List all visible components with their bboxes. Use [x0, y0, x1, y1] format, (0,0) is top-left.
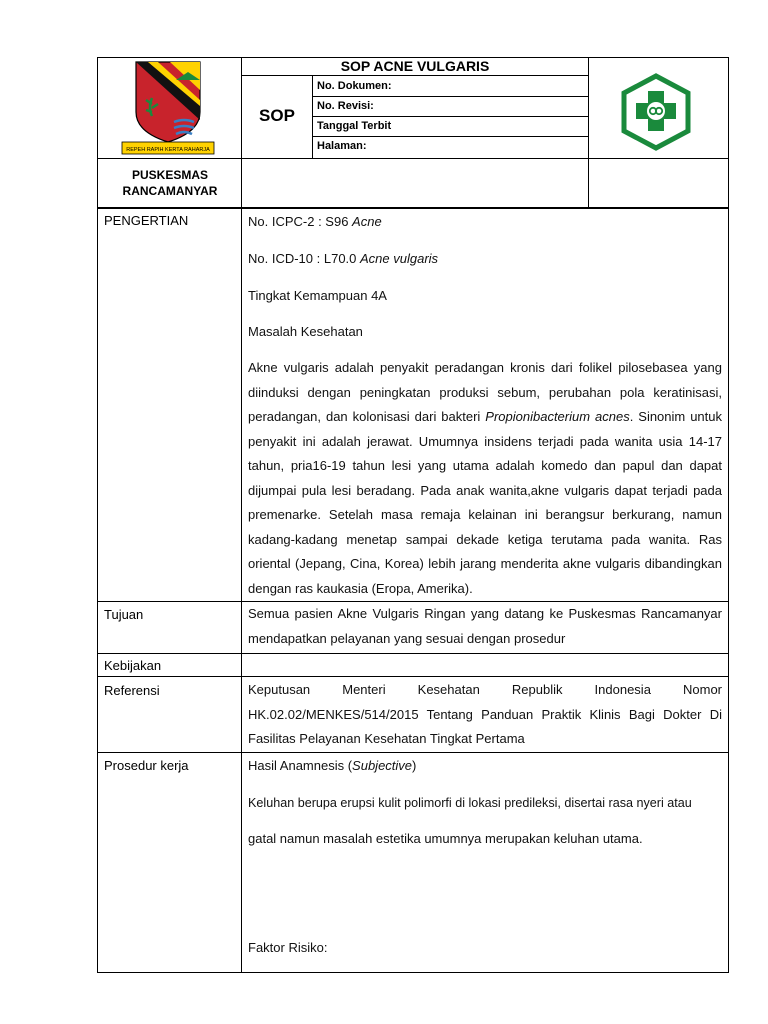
meta-no-dokumen: No. Dokumen:	[317, 80, 392, 92]
heading-part-b: )	[412, 758, 417, 773]
referensi-text: Keputusan Menteri Kesehatan Republik Indonesia Nomor HK.02.02/MENKES/514/2015 Tentang Panduan Praktik Klinis Bagi Dokter Di Fasilitas Pelayanan Kesehatan Tingkat Pertama	[248, 682, 722, 746]
bacteria-name: Propionibacterium acnes	[485, 409, 630, 424]
divider	[97, 207, 729, 209]
divider	[588, 57, 589, 208]
regency-crest-logo	[118, 60, 218, 158]
icd-term: Acne vulgaris	[360, 251, 439, 266]
tujuan-text: Semua pasien Akne Vulgaris Ringan yang datang ke Puskesmas Rancamanyar mendapatkan pelayanan yang sesuai dengan prosedur	[248, 606, 722, 646]
meta-halaman: Halaman:	[317, 140, 367, 152]
heading-italic: Subjective	[352, 758, 413, 773]
pengertian-paragraph	[248, 356, 722, 601]
document-title: SOP ACNE VULGARIS	[340, 58, 490, 74]
crest-motto-text: REPEH RAPIH KERTA RAHARJA	[126, 147, 210, 153]
meta-no-revisi: No. Revisi:	[317, 100, 374, 112]
heading-part-a: Hasil Anamnesis (	[248, 758, 353, 773]
divider	[312, 76, 313, 158]
divider	[241, 208, 242, 973]
org-line-1: PUSKESMAS	[131, 168, 208, 182]
organization-name	[98, 160, 242, 206]
divider	[97, 653, 729, 654]
divider	[97, 158, 729, 159]
keluhan-line-2: gatal namun masalah estetika umumnya merupakan keluhan utama.	[248, 831, 643, 846]
section-label-kebijakan: Kebijakan	[104, 658, 162, 673]
icd-prefix: No. ICD-10 : L70.0	[248, 251, 360, 266]
keluhan-line-1: Keluhan berupa erupsi kulit polimorfi di lokasi predileksi, disertai rasa nyeri atau	[248, 796, 692, 810]
divider	[97, 752, 729, 753]
tingkat-kemampuan: Tingkat Kemampuan 4A	[248, 288, 387, 303]
icpc-term: Acne	[352, 214, 382, 229]
icpc-code	[248, 213, 722, 231]
section-label-tujuan: Tujuan	[104, 607, 144, 622]
icpc-prefix: No. ICPC-2 : S96	[248, 214, 353, 229]
hasil-anamnesis-heading	[248, 757, 722, 775]
faktor-risiko: Faktor Risiko:	[248, 940, 328, 955]
icd-code	[248, 250, 722, 268]
meta-tanggal-terbit: Tanggal Terbit	[317, 120, 392, 132]
section-label-pengertian: PENGERTIAN	[104, 213, 189, 228]
masalah-kesehatan-heading: Masalah Kesehatan	[248, 324, 363, 339]
puskesmas-cross-logo	[620, 73, 692, 151]
sop-label: SOP	[259, 106, 295, 125]
section-label-prosedur: Prosedur kerja	[104, 758, 189, 773]
org-line-2: RANCAMANYAR	[122, 184, 218, 198]
divider	[97, 676, 729, 677]
para-part-a: Akne vulgaris adalah penyakit peradangan kronis dari folikel pilosebasea yang diinduksi dengan peningkatan produksi sebum, perubahan pola keratinisasi, peradangan, dan kolonisasi dari bakteri	[248, 360, 722, 424]
section-label-referensi: Referensi	[104, 683, 160, 698]
para-part-b: . Sinonim untuk penyakit ini adalah jerawat. Umumnya insidens terjadi pada wanita usia 14-17 tahun, pria16-19 tahun lesi yang utama adalah komedo dan papul dan dapat dijumpai pula lesi beradang. Pada anak wanita,akne vulgaris dapat terjadi pada premenarke. Setelah masa remaja kelainan ini berangsur berkurang, namun kadang-kadang menetap sampai dekade ketiga terutama pada wanita. Ras oriental (Jepang, Cina, Korea) lebih jarang menderita akne vulgaris dibandingkan dengan ras kaukasia (Eropa, Amerika).	[248, 409, 722, 596]
